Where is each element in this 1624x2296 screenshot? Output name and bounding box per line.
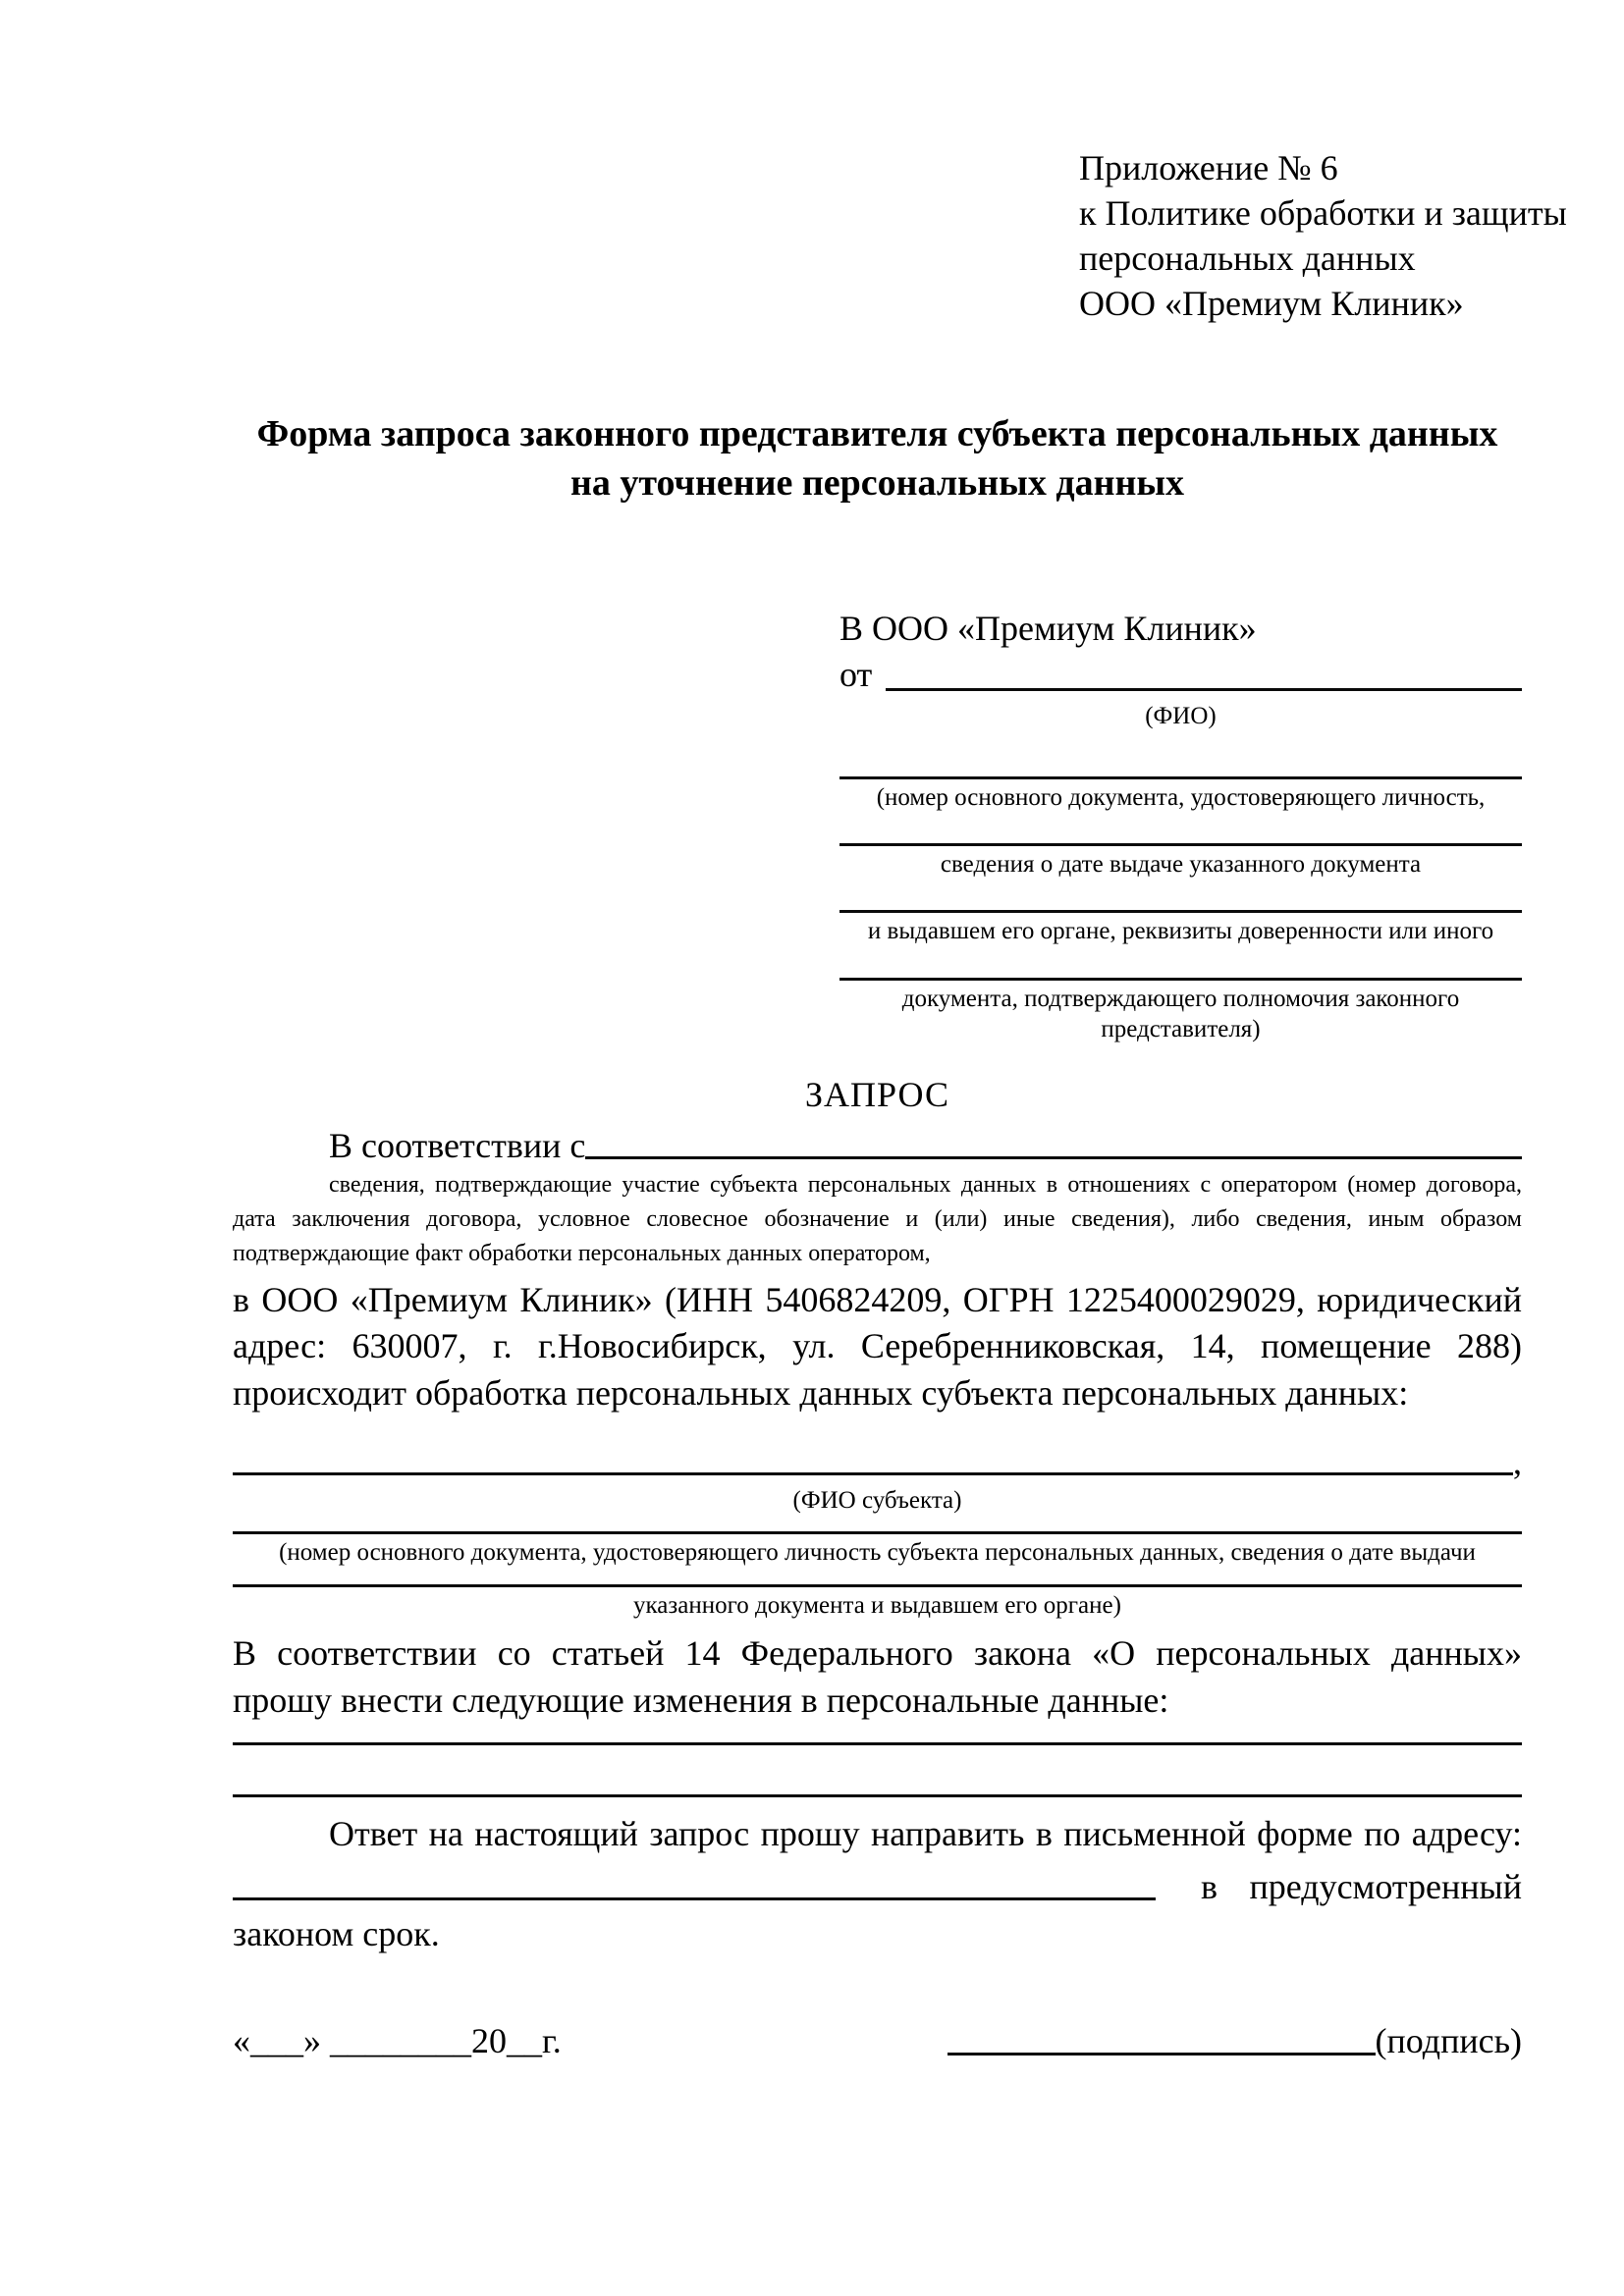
changes-blank-line-2 <box>233 1794 1522 1797</box>
appendix-note <box>1079 145 1567 326</box>
addressee-block <box>839 606 1522 1044</box>
doc-number-caption: (номер основного документа, удостоверяющего личность, <box>876 783 1486 811</box>
reply-line-3: законом срок. <box>233 1913 440 1953</box>
subject-doc-blank-line-2 <box>233 1584 1522 1587</box>
subject-fio-blank-line <box>233 1472 1513 1475</box>
document-title-line-2: на уточнение персональных данных <box>569 461 1185 504</box>
authority-document-caption: документа, подтверждающего полномочия законного представителя) <box>901 985 1460 1042</box>
addressee-to: В ООО «Премиум Клиник» <box>839 609 1257 649</box>
issue-date-caption: сведения о дате выдаче указанного документа <box>940 851 1422 879</box>
subject-fio-caption: (ФИО субъекта) <box>792 1487 962 1515</box>
blank-line-issue-date <box>839 843 1522 846</box>
appendix-line-1: Приложение № 6 <box>1079 148 1338 187</box>
date-field: «___» ________20__г. <box>233 2021 562 2061</box>
blank-line-authority-document <box>839 978 1522 981</box>
request-intro-row <box>233 1125 1522 1166</box>
appendix-line-3: персональных данных <box>1079 239 1416 279</box>
changes-blank-line-1 <box>233 1742 1522 1745</box>
subject-doc-caption-2: указанного документа и выдавшем его органе) <box>633 1591 1121 1619</box>
footer-row <box>233 2020 1522 2061</box>
blank-line-doc-number <box>839 776 1522 779</box>
signature-caption: (подпись) <box>1375 2021 1522 2061</box>
subject-doc-caption-1: (номер основного документа, удостоверяющего личность субъекта персональных данных, сведения о дате выдачи <box>279 1539 1476 1567</box>
addressee-from-row <box>839 652 1522 698</box>
appendix-line-2: к Политике обработки и защиты <box>1079 193 1567 234</box>
reply-address-row <box>233 1866 1522 1907</box>
reply-address-blank-line <box>233 1897 1156 1900</box>
issuing-authority-caption: и выдавшем его органе, реквизиты доверенности или иного <box>867 918 1494 945</box>
intro-blank-line <box>585 1156 1522 1159</box>
appendix-line-4: ООО «Премиум Клиник» <box>1079 284 1464 324</box>
intro-footnote: сведения, подтверждающие участие субъекта персональных данных в отношениях с оператором (номер договора, дата заключения договора, условное словесное обозначение и (или) иные сведения), либо сведения, иным образом подтверждающие факт обработки персональных данных оператором, <box>233 1172 1522 1266</box>
trailing-comma: , <box>1513 1442 1522 1482</box>
intro-label: В соответствии с <box>329 1126 586 1166</box>
reply-line-1: Ответ на настоящий запрос прошу направить в письменной форме по адресу: <box>329 1813 1522 1853</box>
reply-word-2: предусмотренный <box>1249 1866 1522 1906</box>
blank-line-issuing-authority <box>839 910 1522 913</box>
subject-fio-row <box>233 1441 1522 1482</box>
law-paragraph: В соответствии со статьей 14 Федерального закона «О персональных данных» прошу внести следующие изменения в персональные данные: <box>233 1632 1522 1720</box>
operator-paragraph: в ООО «Премиум Клиник» (ИНН 5406824209, ОГРН 1225400029029, юридический адрес: 630007, г. г.Новосибирск, ул. Серебренниковская, 14, помещение 288) происходит обработка персональных данных субъекта персональных данных: <box>233 1279 1522 1414</box>
signature-line <box>947 2053 1376 2056</box>
fio-caption: (ФИО) <box>1145 702 1217 729</box>
request-heading: ЗАПРОС <box>805 1075 949 1115</box>
document-title-line-1: Форма запроса законного представителя субъекта персональных данных <box>256 413 1498 455</box>
reply-word-1: в <box>1201 1866 1218 1906</box>
from-blank-line <box>886 688 1522 691</box>
subject-doc-blank-line-1 <box>233 1531 1522 1534</box>
document-title <box>233 410 1522 507</box>
from-label: от <box>839 654 873 694</box>
